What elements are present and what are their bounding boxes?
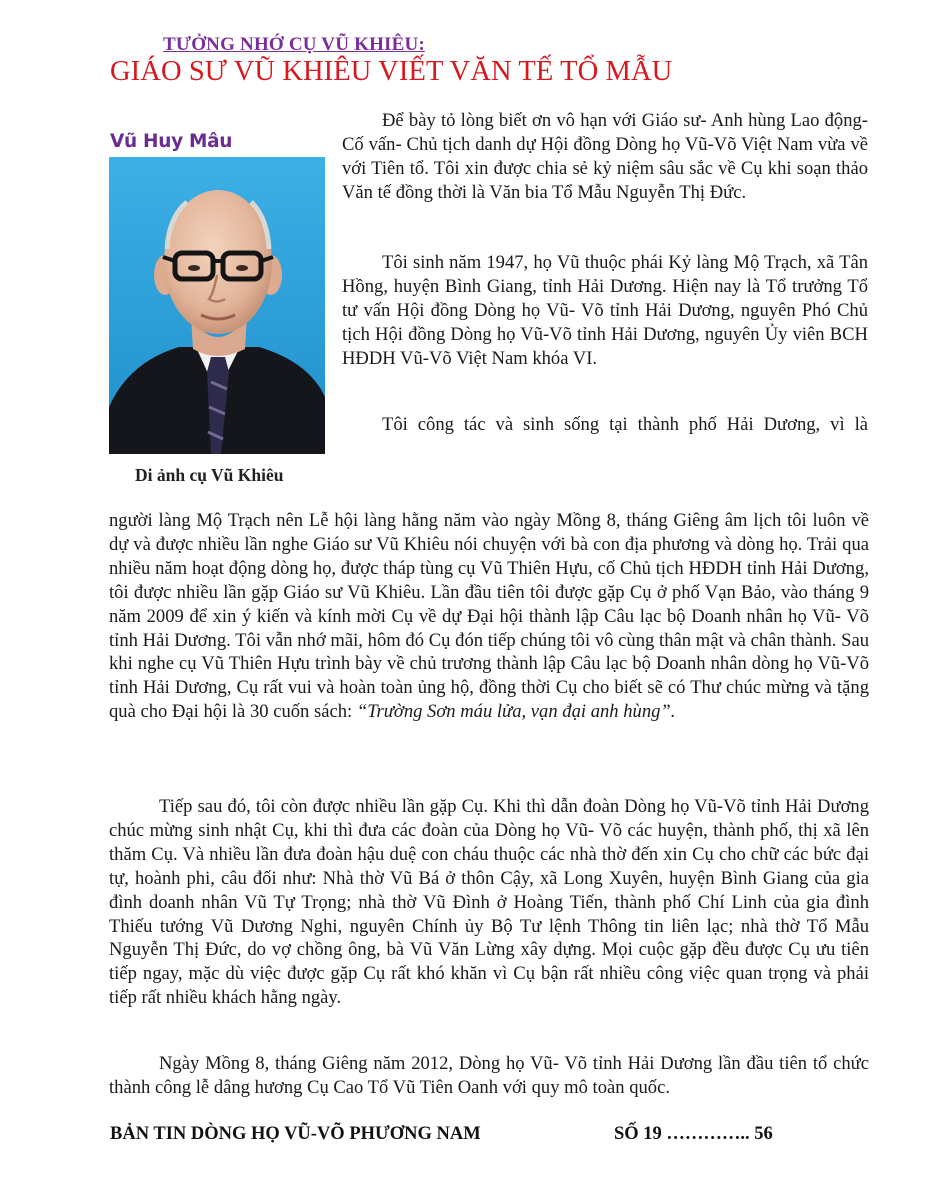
paragraph-meetings: Tiếp sau đó, tôi còn được nhiều lần gặp Cụ. Khi thì dẫn đoàn Dòng họ Vũ-Võ tỉnh Hải Dương chúc mừng sinh nhật Cụ, khi thì đưa các đoàn của Dòng họ Vũ- Võ các huyện, thành phố, thị xã lên thăm Cụ. Và nhiều lần đưa đoàn hậu duệ con cháu thuộc các nhà thờ đến xin Cụ cho chữ các bức đại tự, hoành phi, câu đối như: Nhà thờ Vũ Bá ở thôn Cậy, xã Long Xuyên, huyện Bình Giang của gia đình doanh nhân Vũ Tự Trọng; nhà thờ Vũ Đình ở Hoàng Tiến, thành phố Chí Linh của gia đình Thiếu tướng Vũ Dương Nghi, nguyên Chính ủy Bộ Tư lệnh Thông tin liên lạc; nhà thờ Tổ Mẫu Nguyễn Thị Đức, do vợ chồng ông, bà Vũ Văn Lừng xây dựng. Mọi cuộc gặp đều được Cụ ưu tiên tiếp ngay, mặc dù việc được gặp Cụ rất khó khăn vì Cụ bận rất nhiều công việc quan trọng và phải tiếp rất nhiều khách hằng ngày. [109, 796, 869, 1009]
paragraph-work-continued [109, 509, 869, 724]
publication-name: BẢN TIN DÒNG HỌ VŨ-VÕ PHƯƠNG NAM [110, 1124, 481, 1144]
page-footer [110, 1124, 773, 1145]
section-kicker: TƯỞNG NHỚ CỤ VŨ KHIÊU: [163, 34, 425, 55]
photo-caption: Di ảnh cụ Vũ Khiêu [135, 465, 284, 485]
issue-page-number: SỐ 19 ………….. 56 [614, 1124, 773, 1144]
paragraph-work-text: người làng Mộ Trạch nên Lễ hội làng hằng năm vào ngày Mồng 8, tháng Giêng âm lịch tôi luôn về dự và được nhiều lần nghe Giáo sư Vũ Khiêu nói chuyện với bà con địa phương và dòng họ. Trải qua nhiều năm hoạt động dòng họ, được tháp tùng cụ Vũ Thiên Hựu, cố Chủ tịch HĐDH tỉnh Hải Dương, tôi được nhiều lần gặp Giáo sư Vũ Khiêu. Lần đầu tiên tôi được gặp Cụ ở phố Vạn Bảo, vào tháng 9 năm 2009 để xin ý kiến và kính mời Cụ về dự Đại hội thành lập Câu lạc bộ Doanh nhân họ Vũ- Võ tỉnh Hải Dương. Tôi vẫn nhớ mãi, hôm đó Cụ đón tiếp chúng tôi vô cùng thân mật và chân thành. Sau khi nghe cụ Vũ Thiên Hựu trình bày về chủ trương thành lập Câu lạc bộ Doanh nhân dòng họ Vũ-Võ tỉnh Hải Dương, Cụ rất vui và hoàn toàn ủng hộ, đồng thời Cụ cho biết sẽ có Thư chúc mừng và tặng quà cho Đại hội là 30 cuốn sách: [109, 510, 869, 723]
paragraph-work-start: Tôi công tác và sinh sống tại thành phố Hải Dương, vì là [382, 414, 868, 435]
book-title-quote: “Trường Sơn máu lửa, vạn đại anh hùng”. [356, 701, 676, 723]
paragraph-biography: Tôi sinh năm 1947, họ Vũ thuộc phái Kỷ làng Mộ Trạch, xã Tân Hồng, huyện Bình Giang, tỉnh Hải Dương. Hiện nay là Tổ trưởng Tổ tư vấn Hội đồng Dòng họ Vũ- Võ tỉnh Hải Dương, nguyên Phó Chủ tịch Hội đồng Dòng họ Vũ-Võ tỉnh Hải Dương, nguyên Ủy viên BCH HĐDH Vũ-Võ Việt Nam khóa VI. [342, 252, 868, 369]
paragraph-intro: Để bày tỏ lòng biết ơn vô hạn với Giáo sư- Anh hùng Lao động- Cố vấn- Chủ tịch danh dự Hội đồng Dòng họ Vũ-Võ Việt Nam vừa về với Tiên tổ. Tôi xin được chia sẻ kỷ niệm sâu sắc về Cụ khi soạn thảo Văn tế đồng thời là Văn bia Tổ Mẫu Nguyễn Thị Đức. [342, 110, 868, 203]
portrait-photo [109, 157, 325, 454]
article-headline: GIÁO SƯ VŨ KHIÊU VIẾT VĂN TẾ TỔ MẪU [110, 56, 673, 87]
paragraph-ceremony: Ngày Mồng 8, tháng Giêng năm 2012, Dòng họ Vũ- Võ tỉnh Hải Dương lần đầu tiên tổ chức thành công lễ dâng hương Cụ Cao Tổ Vũ Tiên Oanh với quy mô toàn quốc. [109, 1053, 869, 1098]
author-byline: Vũ Huy Mâu [110, 131, 233, 152]
